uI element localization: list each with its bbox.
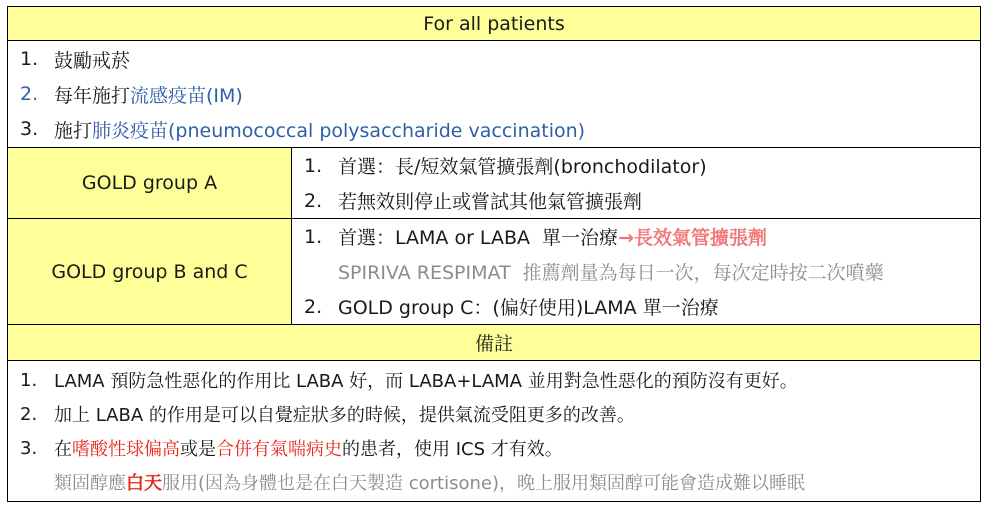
- group-bc-note: [304, 254, 980, 289]
- notes-item-3: [20, 431, 980, 465]
- item-text: 每年施打: [54, 84, 131, 107]
- all-patients-cell: [8, 41, 981, 148]
- item-number: 3.: [20, 437, 38, 459]
- item-text: 鼓勵戒菸: [54, 49, 131, 72]
- note-highlight: 白天: [126, 473, 162, 494]
- copd-treatment-table: [7, 6, 981, 502]
- item-text: 施打: [54, 119, 93, 142]
- item-highlight: 嗜酸性球偏高: [72, 439, 180, 460]
- item-text: 在: [54, 439, 72, 460]
- all-patients-item-2: [20, 77, 980, 112]
- item-number: 2.: [304, 189, 323, 212]
- item-text: 若無效則停止或嘗試其他氣管擴張劑: [338, 191, 643, 213]
- group-bc-label-cell: [8, 219, 292, 325]
- item-number: 2.: [304, 295, 323, 318]
- note-text: SPIRIVA RESPIMAT 推薦劑量為每日一次，每次定時按二次噴藥: [338, 262, 884, 284]
- item-number: 2.: [20, 83, 39, 105]
- header-for-all-patients-text: For all patients: [423, 12, 565, 35]
- group-a-label-cell: [8, 148, 292, 219]
- notes-item-1: [20, 363, 980, 397]
- header-notes-text: 備註: [475, 333, 514, 355]
- group-bc-label: GOLD group B and C: [51, 260, 248, 283]
- group-a-item-2: [304, 183, 980, 218]
- all-patients-item-1: [20, 42, 980, 77]
- note-text: 服用(因為身體也是在白天製造 cortisone)，晚上服用類固醇可能會造成難以睡眠: [162, 473, 806, 494]
- notes-sub-item: [20, 465, 980, 499]
- notes-cell: [8, 361, 981, 502]
- group-bc-item-1: [304, 219, 980, 254]
- header-notes: [8, 325, 981, 361]
- item-text: LAMA 預防急性惡化的作用比 LABA 好，而 LABA+LAMA 並用對急性惡化的預防沒有更好。: [54, 371, 798, 392]
- header-for-all-patients: [8, 7, 981, 41]
- item-number: 3.: [20, 118, 39, 140]
- notes-item-2: [20, 397, 980, 431]
- item-text: 的患者，使用 ICS 才有效。: [342, 439, 563, 460]
- group-a-item-1: [304, 148, 980, 183]
- group-bc-item-2: [304, 289, 980, 324]
- group-bc-content-cell: [292, 219, 981, 325]
- item-number: 1.: [304, 225, 323, 248]
- item-text: GOLD group C：(偏好使用)LAMA 單一治療: [338, 297, 719, 319]
- item-number: 1.: [20, 369, 38, 391]
- item-highlight: 肺炎疫苗(pneumococcal polysaccharide vaccination): [92, 119, 586, 142]
- item-highlight: 流感疫苗(IM): [130, 84, 243, 107]
- item-number: 1.: [20, 48, 39, 70]
- item-highlight: →長效氣管擴張劑: [618, 227, 767, 249]
- all-patients-item-3: [20, 112, 980, 147]
- note-text: 類固醇應: [54, 473, 126, 494]
- group-a-content-cell: [292, 148, 981, 219]
- item-text: 首選：長/短效氣管擴張劑(bronchodilator): [338, 156, 707, 178]
- item-number: 1.: [304, 154, 323, 177]
- item-text: 加上 LABA 的作用是可以自覺症狀多的時候，提供氣流受阻更多的改善。: [54, 405, 635, 426]
- item-text: 首選：LAMA or LABA 單一治療: [338, 227, 619, 249]
- item-highlight: 合併有氣喘病史: [216, 439, 342, 460]
- group-a-label: GOLD group A: [81, 172, 218, 194]
- item-number: 2.: [20, 403, 38, 425]
- item-text: 或是: [180, 439, 216, 460]
